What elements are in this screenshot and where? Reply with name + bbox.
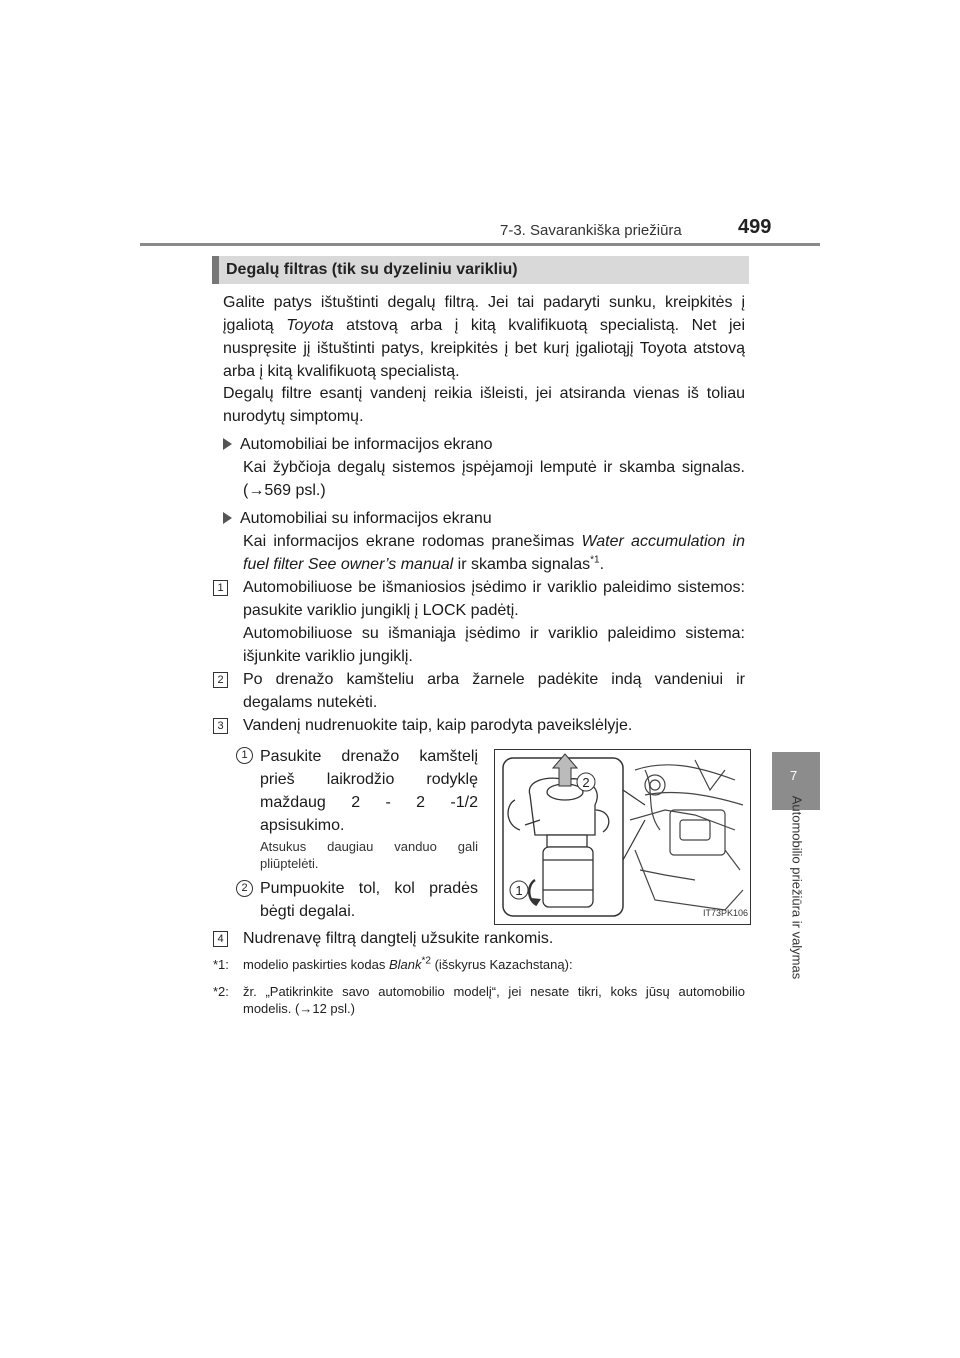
step-3-text: Vandenį nudrenuokite taip, kaip parodyta paveikslėlyje. xyxy=(243,717,633,734)
triangle-bullet-icon xyxy=(223,512,232,524)
step-number-1: 1 xyxy=(213,580,228,596)
footnote-2-text: žr. „Patikrinkite savo automobilio modelį“, jei nesate tikri, koks jūsų automobilio modelis. (→12 psl.) xyxy=(243,984,745,1016)
bullet-with-display: Automobiliai su informacijos ekranu xyxy=(223,507,745,530)
figure-code: IT73PK106 xyxy=(703,908,749,918)
substep-1-text: Pasukite drenažo kamštelį prieš laikrodžio rodyklę maždaug 2 - 2 -1/2 apsisukimo. xyxy=(260,748,478,834)
intro-paragraph-2: Degalų filtre esantį vandenį reikia išleisti, jei atsiranda vienas iš toliau nurodytų simptomų. xyxy=(223,385,745,425)
callout-2: 2 xyxy=(582,775,590,790)
step-2-text: Po drenažo kamšteliu arba žarnele padėkite indą vandeniui ir degalams nutekėti. xyxy=(243,671,745,711)
step-1-text-b: Automobiliuose su išmaniąja įsėdimo ir variklio paleidimo sistema: išjunkite variklio jungiklį. xyxy=(243,625,745,665)
substep-2-text: Pumpuokite tol, kol pradės bėgti degalai. xyxy=(260,880,478,920)
bullet-with-display-text: Kai informacijos ekrane rodomas pranešimas Water accumulation in fuel filter See owner’s manual ir skamba signalas$^{*1}$. xyxy=(243,533,745,573)
substep-number-2: 2 xyxy=(236,880,253,897)
intro-paragraph-1: Galite patys ištuštinti degalų filtrą. Jei tai padaryti sunku, kreipkitės į įgaliotą Toyota atstovą arba į kitą kvalifikuotą specialistą. Net jei nuspręsite jį ištuštinti patys, kreipkitės į bet kurį įgaliotąjį Toyota atstovą arba į kitą kvalifikuotą specialistą. xyxy=(223,294,745,380)
step-4-text: Nudrenavę filtrą dangtelį užsukite rankomis. xyxy=(243,930,554,947)
substep-1-note: Atsukus daugiau vanduo gali pliūptelėti. xyxy=(260,839,478,871)
step-number-2: 2 xyxy=(213,672,228,688)
page-number: 499 xyxy=(738,216,772,238)
chapter-number: 7 xyxy=(790,768,798,783)
step-number-3: 3 xyxy=(213,718,228,734)
section-title-accent xyxy=(212,256,219,284)
substep-number-1: 1 xyxy=(236,747,253,764)
triangle-bullet-icon xyxy=(223,438,232,450)
bullet-no-display-text: Kai žybčioja degalų sistemos įspėjamoji lemputė ir skamba signalas. (→569 psl.) xyxy=(243,459,745,499)
footnote-1-marker: *1: xyxy=(213,957,229,972)
step-number-4: 4 xyxy=(213,931,228,947)
header-divider xyxy=(140,243,820,246)
footnote-2-marker: *2: xyxy=(213,984,229,999)
section-header: 7-3. Savarankiška priežiūra xyxy=(500,222,682,239)
chapter-label: Automobilio priežiūra ir valymas xyxy=(789,795,805,980)
bullet-no-display: Automobiliai be informacijos ekrano xyxy=(223,433,745,456)
fuel-filter-drawing xyxy=(495,750,750,924)
section-title: Degalų filtras (tik su dyzeliniu varikliu) xyxy=(226,261,518,278)
step-1-text-a: Automobiliuose be išmaniosios įsėdimo ir variklio paleidimo sistemos: pasukite variklio jungiklį į LOCK padėtį. xyxy=(243,579,745,619)
footnote-1-text: modelio paskirties kodas Blank$^{*2}$ (išskyrus Kazachstaną): xyxy=(243,955,573,972)
callout-1: 1 xyxy=(515,883,523,898)
fuel-filter-illustration xyxy=(494,749,751,925)
